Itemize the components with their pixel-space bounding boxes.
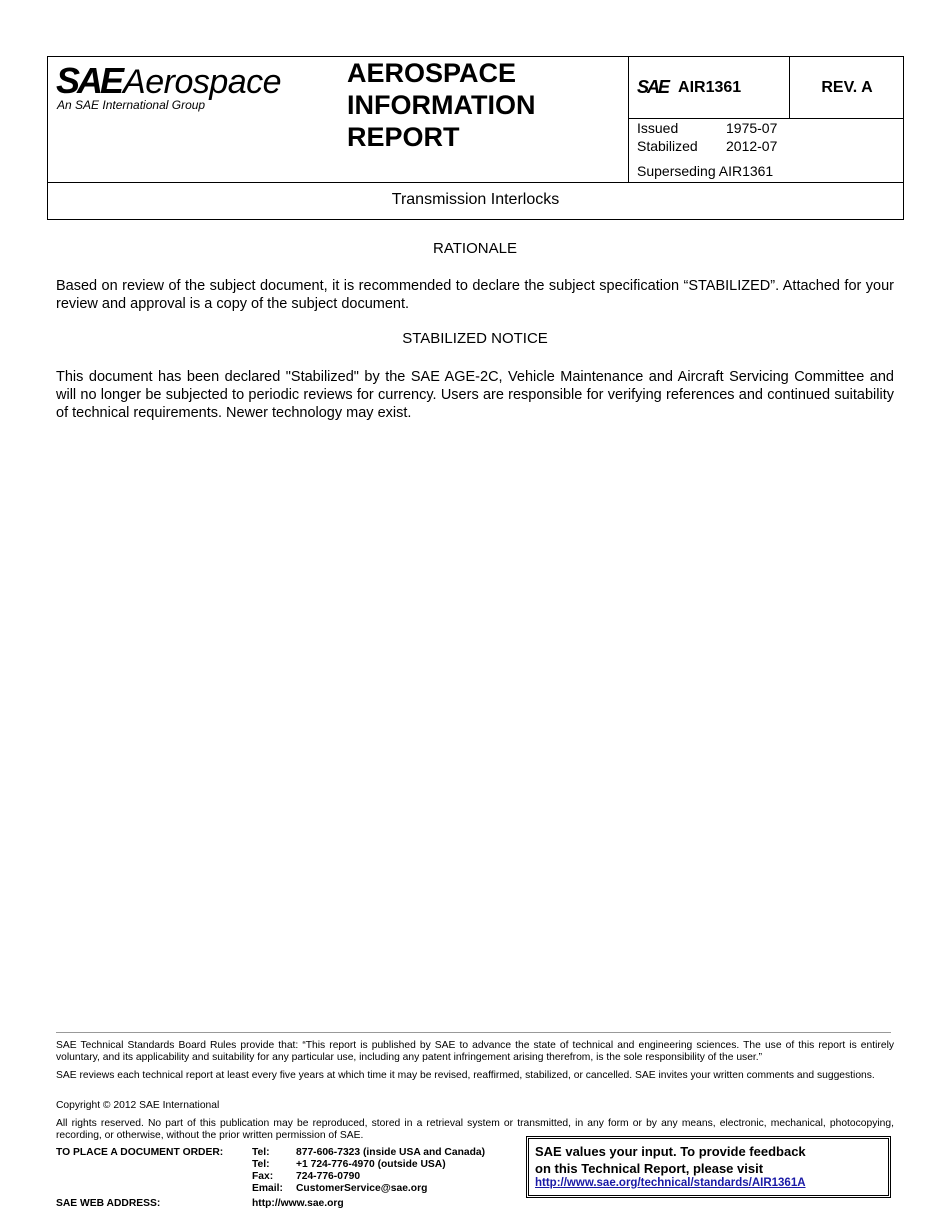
rationale-text: Based on review of the subject document, it is recommended to declare the subject specification “STABILIZED”. Attached for your review and approval is a copy of the subject document.	[56, 278, 894, 312]
contact-label: Tel:	[252, 1147, 270, 1158]
contact-label: Tel:	[252, 1159, 270, 1170]
rights-text: All rights reserved. No part of this publication may be reproduced, stored in a retrieval system or transmitted, in any form or by any means, electronic, mechanical, photocopying, recording, or otherwise, without the prior written permission of SAE.	[56, 1118, 894, 1141]
stabilized-value: 2012-07	[726, 138, 778, 154]
feedback-box	[526, 1136, 891, 1198]
document-subject: Transmission Interlocks	[391, 191, 560, 208]
document-number	[637, 77, 741, 98]
sae-mini-logo: SAE	[637, 77, 669, 97]
contact-label: Email:	[252, 1183, 283, 1194]
web-address-label: SAE WEB ADDRESS:	[56, 1198, 161, 1209]
board-rules-text: SAE Technical Standards Board Rules provide that: “This report is published by SAE to advance the state of technical and engineering sciences. The use of this report is entirely voluntary, and its applicability and suitability for any particular use, including any patent infringement arising therefrom, is the sole responsibility of the user.”	[56, 1040, 894, 1063]
logo-name: Aerospace	[123, 63, 282, 101]
stabilized-notice-text: This document has been declared "Stabilized" by the SAE AGE-2C, Vehicle Maintenance and Aircraft Servicing Committee and will no longer be subjected to periodic reviews for currency. Users are responsible for verifying references and continued suitability of technical requirements. Newer technology may exist.	[56, 369, 894, 421]
contact-value: +1 724-776-4970 (outside USA)	[296, 1159, 446, 1170]
issued-label: Issued	[637, 120, 679, 136]
feedback-link[interactable]: http://www.sae.org/technical/standards/AIR1361A	[535, 1177, 806, 1189]
order-label: TO PLACE A DOCUMENT ORDER:	[56, 1147, 224, 1158]
stabilized-label: Stabilized	[637, 138, 698, 154]
sae-aerospace-logo	[56, 61, 281, 112]
web-address-link[interactable]: http://www.sae.org	[252, 1198, 344, 1209]
review-policy-text: SAE reviews each technical report at least every five years at which time it may be revised, reaffirmed, stabilized, or cancelled. SAE invites your written comments and suggestions.	[56, 1070, 875, 1081]
contact-email[interactable]: CustomerService@sae.org	[296, 1183, 428, 1194]
superseding-note: Superseding AIR1361	[637, 163, 774, 179]
revision-label: REV. A	[821, 78, 873, 96]
document-type-title	[347, 57, 535, 153]
issue-dates	[637, 119, 777, 155]
rationale-heading: RATIONALE	[433, 240, 517, 257]
footer-rule	[56, 1032, 891, 1033]
title-line: AEROSPACE	[347, 58, 517, 88]
copyright-text: Copyright © 2012 SAE International	[56, 1100, 220, 1111]
logo-tagline: An SAE International Group	[57, 98, 206, 112]
document-header	[47, 56, 904, 220]
stabilized-notice-heading: STABILIZED NOTICE	[402, 330, 548, 347]
header-divider	[48, 182, 903, 183]
issued-value: 1975-07	[726, 120, 778, 136]
contact-label: Fax:	[252, 1171, 274, 1182]
contact-value: 877-606-7323 (inside USA and Canada)	[296, 1147, 486, 1158]
logo-mark: SAE	[56, 60, 122, 101]
feedback-line: on this Technical Report, please visit	[535, 1161, 764, 1176]
header-divider	[628, 57, 629, 182]
doc-number-text: AIR1361	[678, 78, 742, 96]
contact-value: 724-776-0790	[296, 1171, 361, 1182]
feedback-line: SAE values your input. To provide feedback	[535, 1144, 806, 1159]
title-line: INFORMATION	[347, 90, 536, 120]
title-line: REPORT	[347, 122, 460, 152]
